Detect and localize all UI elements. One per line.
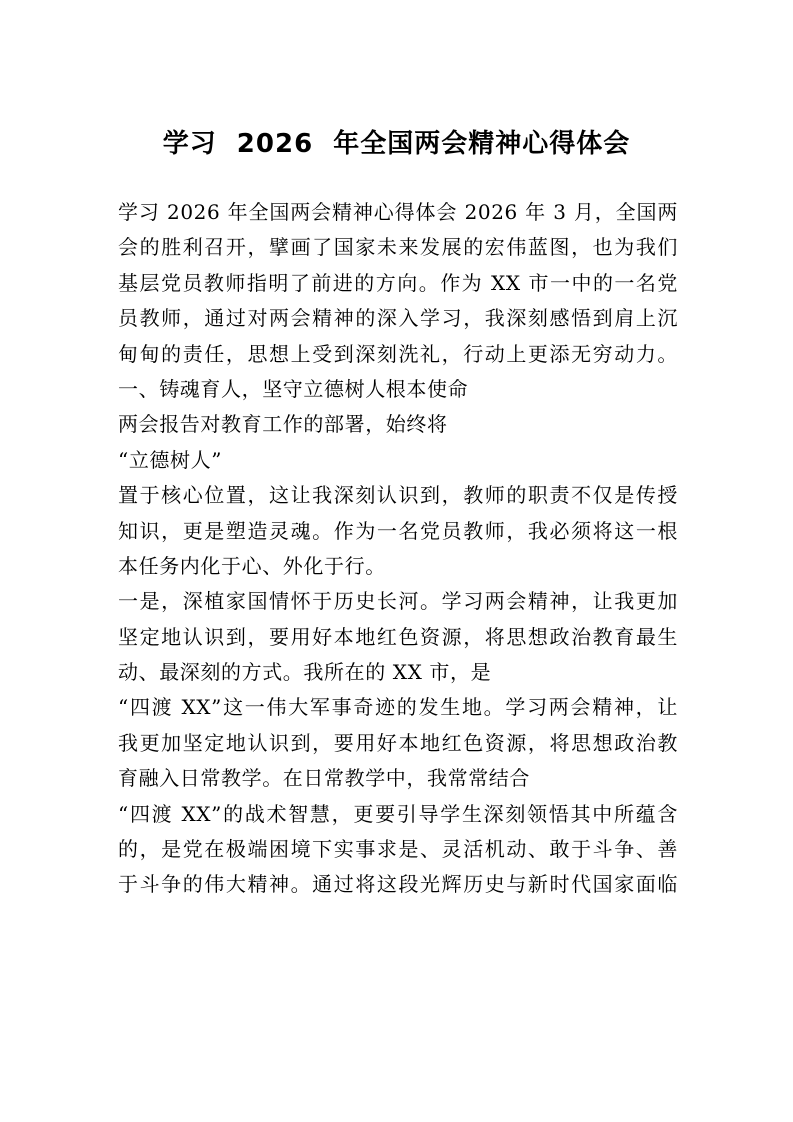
paragraph-line: 动、最深刻的方式。我所在的 XX 市，是 <box>118 660 492 685</box>
paragraph-line: 的，是党在极端困境下实事求是、灵活机动、敢于斗争、善 <box>118 837 678 862</box>
section-heading: 一、铸魂育人，坚守立德树人根本使命 <box>118 376 469 401</box>
paragraph-line: 会的胜利召开，擘画了国家未来发展的宏伟蓝图，也为我们 <box>118 235 678 260</box>
paragraph-line: 基层党员教师指明了前进的方向。作为 XX 市一中的一名党 <box>118 270 678 295</box>
paragraph-line: 育融入日常教学。在日常教学中，我常常结合 <box>118 766 530 791</box>
paragraph-line: 置于核心位置，这让我深刻认识到，教师的职责不仅是传授 <box>118 483 678 508</box>
paragraph-line: 本任务内化于心、外化于行。 <box>118 553 386 578</box>
document-title: 学习 2026 年全国两会精神心得体会 <box>162 129 631 159</box>
paragraph-line: 坚定地认识到，要用好本地红色资源，将思想政治教育最生 <box>118 624 678 649</box>
paragraph-line: 知识，更是塑造灵魂。作为一名党员教师，我必须将这一根 <box>118 518 678 543</box>
paragraph-line: 我更加坚定地认识到，要用好本地红色资源，将思想政治教 <box>118 730 678 755</box>
paragraph-line: 于斗争的伟大精神。通过将这段光辉历史与新时代国家面临 <box>118 872 678 897</box>
document-body <box>118 195 678 903</box>
paragraph-line: “四渡 XX”的战术智慧，更要引导学生深刻领悟其中所蕴含 <box>118 801 678 826</box>
quoted-phrase: “立德树人” <box>118 447 223 472</box>
paragraph-line: 员教师，通过对两会精神的深入学习，我深刻感悟到肩上沉 <box>118 306 678 331</box>
paragraph-line: 甸甸的责任，思想上受到深刻洗礼，行动上更添无穷动力。 <box>118 341 678 366</box>
paragraph-line: “四渡 XX”这一伟大军事奇迹的发生地。学习两会精神，让 <box>118 695 678 720</box>
paragraph-line: 两会报告对教育工作的部署，始终将 <box>118 412 448 437</box>
paragraph-line: 一是，深植家国情怀于历史长河。学习两会精神，让我更加 <box>118 589 678 614</box>
paragraph-line: 学习 2026 年全国两会精神心得体会 2026 年 3 月，全国两 <box>118 200 678 224</box>
